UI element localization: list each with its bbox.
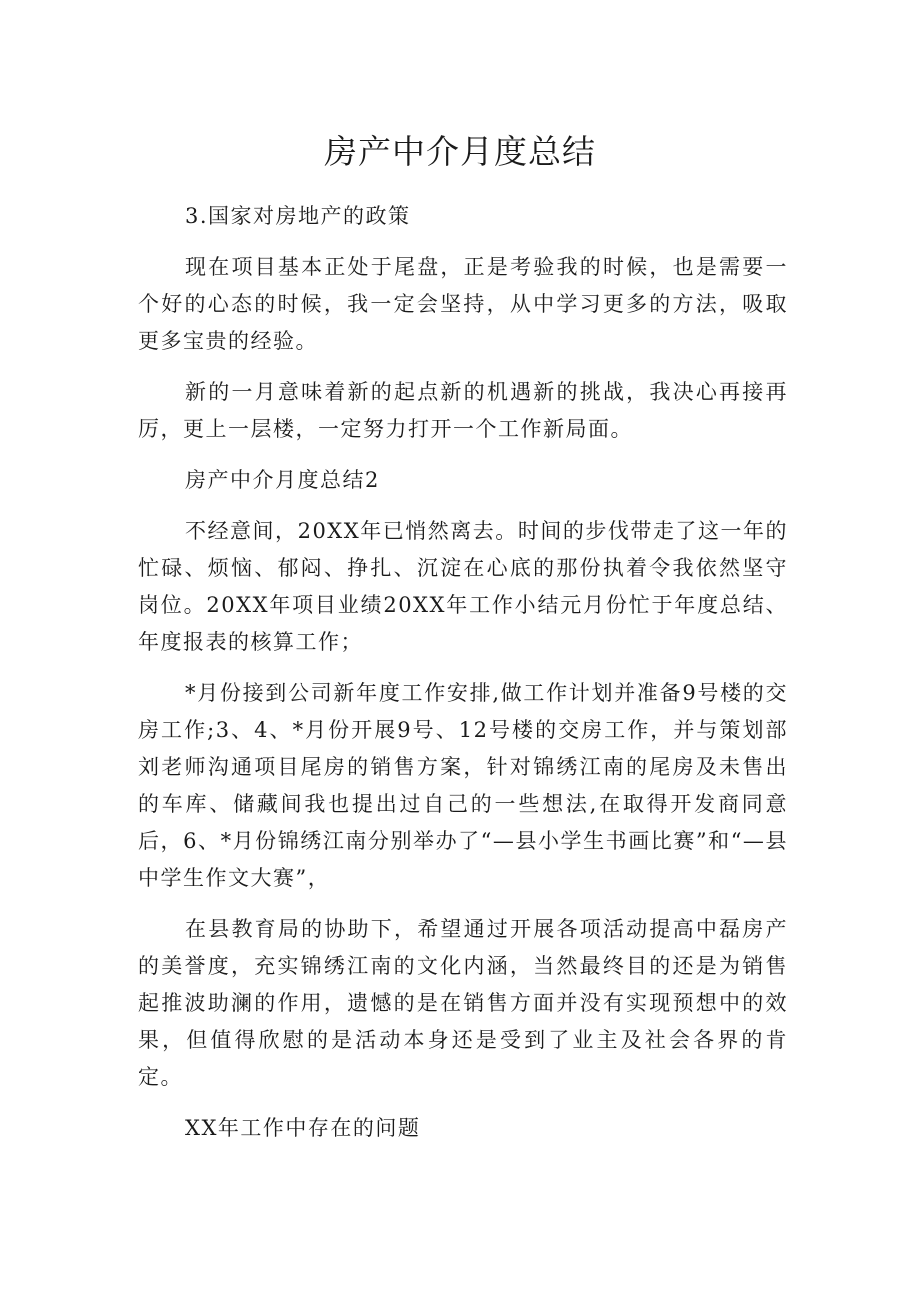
paragraph-activities: 在县教育局的协助下，希望通过开展各项活动提高中磊房产的美誉度，充实锦绣江南的文化内涵，当然最终目的还是为销售起推波助澜的作用，遗憾的是在销售方面并没有实现预想中的效果，但值得欣慰的是活动本身还是受到了业主及社会各界的肯定。 bbox=[138, 917, 788, 1089]
paragraph-new-month: 新的一月意味着新的起点新的机遇新的挑战，我决心再接再厉，更上一层楼，一定努力打开一个工作新局面。 bbox=[138, 380, 788, 441]
section-heading-summary-2: 房产中介月度总结2 bbox=[185, 468, 380, 492]
document-body bbox=[138, 198, 788, 1161]
paragraph-work-arrangement: *月份接到公司新年度工作安排,做工作计划并准备9号楼的交房工作;3、4、*月份开展9号、12号楼的交房工作，并与策划部刘老师沟通项目尾房的销售方案，针对锦绣江南的尾房及未售出的车库、储藏间我也提出过自己的一些想法,在取得开发商同意后，6、*月份锦绣江南分别举办了“—县小学生书画比赛”和“—县中学生作文大赛”， bbox=[138, 681, 788, 890]
section-heading-policy: 3.国家对房地产的政策 bbox=[185, 204, 411, 228]
paragraph-project-status: 现在项目基本正处于尾盘，正是考验我的时候，也是需要一个好的心态的时候，我一定会坚持，从中学习更多的方法，吸取更多宝贵的经验。 bbox=[138, 255, 788, 353]
paragraph-year-review: 不经意间，20XX年已悄然离去。时间的步伐带走了这一年的忙碌、烦恼、郁闷、挣扎、沉淀在心底的那份执着令我依然坚守岗位。20XX年项目业绩20XX年工作小结元月份忙于年度总结、年度报表的核算工作； bbox=[138, 519, 788, 654]
section-heading-problems: XX年工作中存在的问题 bbox=[185, 1116, 421, 1140]
document-title: 房产中介月度总结 bbox=[324, 132, 596, 171]
